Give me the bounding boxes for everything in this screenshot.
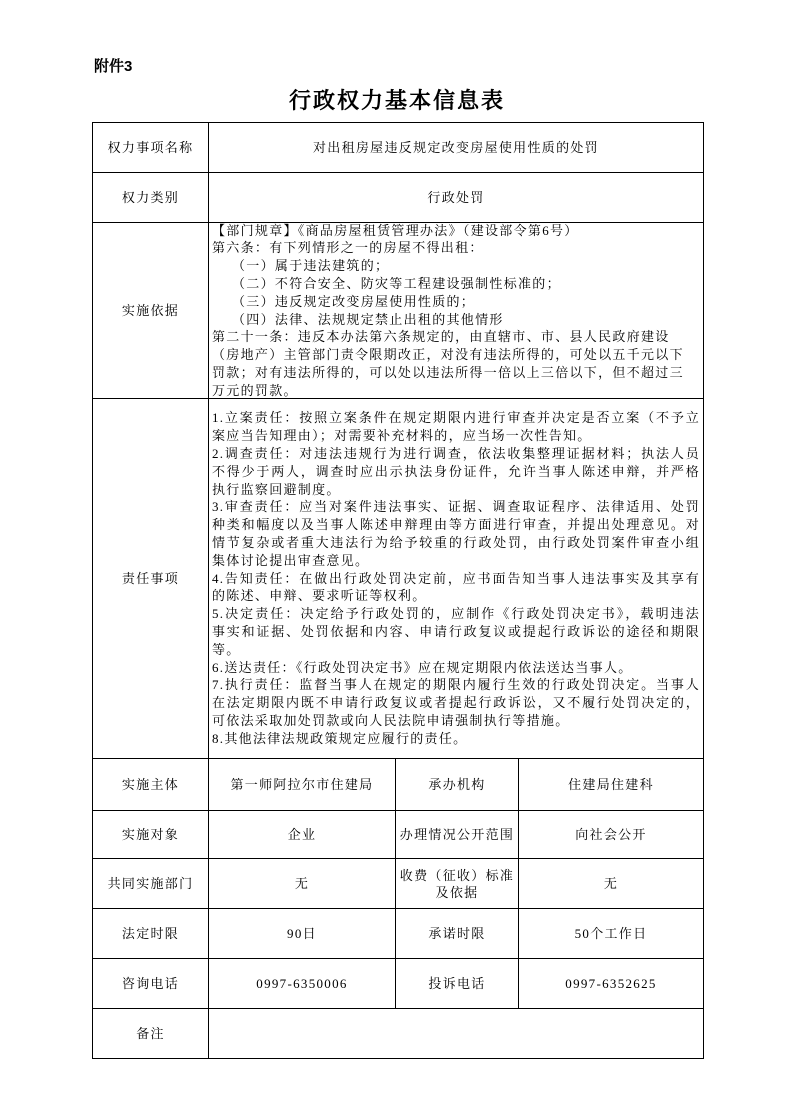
legal-time-limit-label: 法定时限 xyxy=(93,909,209,959)
text-line: 等。 xyxy=(212,641,241,657)
joint-departments-value: 无 xyxy=(209,859,396,909)
article-21-line: 第二十一条：违反本办法第六条规定的，由直辖市、市、县人民政府建设 xyxy=(212,329,670,345)
responsibilities-content xyxy=(209,399,704,759)
legal-time-limit-value: 90日 xyxy=(209,909,396,959)
responsibilities-label: 责任事项 xyxy=(93,399,209,759)
text-line: 执行监察回避制度。 xyxy=(212,481,341,497)
text-line: 2.调查责任：对违法违规行为进行调查，依法收集整理证据材料；执法人员 xyxy=(212,446,700,462)
target-label: 实施对象 xyxy=(93,811,209,859)
handling-org-label: 承办机构 xyxy=(396,759,519,811)
responsibility-paragraph xyxy=(212,730,700,748)
promised-time-limit-value: 50个工作日 xyxy=(519,909,704,959)
article-6-item: （二）不符合安全、防灾等工程建设强制性标准的； xyxy=(232,275,561,291)
joint-departments-label: 共同实施部门 xyxy=(93,859,209,909)
article-21-line: （房地产）主管部门责令限期改正，对没有违法所得的，可处以五千元以下 xyxy=(212,347,684,363)
responsibility-paragraph xyxy=(212,676,700,729)
text-line: 8.其他法律法规政策规定应履行的责任。 xyxy=(212,730,468,746)
responsibility-paragraph xyxy=(212,659,700,677)
text-line: 集体讨论提出审查意见。 xyxy=(212,552,370,568)
text-line: 的陈述、申辩、要求听证等权利。 xyxy=(212,588,427,604)
category-value: 行政处罚 xyxy=(209,173,704,223)
fee-basis-label: 收费（征收）标准及依据 xyxy=(396,859,519,909)
page-title: 行政权力基本信息表 xyxy=(288,88,505,113)
remarks-value xyxy=(209,1009,704,1059)
text-line: 事实和证据、处罚依据和内容、申请行政复议或提起行政诉讼的途径和期限 xyxy=(212,623,700,639)
promised-time-limit-label: 承诺时限 xyxy=(396,909,519,959)
disclosure-scope-value: 向社会公开 xyxy=(519,811,704,859)
article-6-item: （一）属于违法建筑的； xyxy=(232,258,390,274)
responsibility-paragraph xyxy=(212,605,700,658)
responsibility-paragraph xyxy=(212,570,700,606)
text-line: 情节复杂或者重大违法行为给予较重的行政处罚，由行政处罚案件审查小组 xyxy=(212,535,700,550)
remarks-label: 备注 xyxy=(93,1009,209,1059)
responsibility-paragraph xyxy=(212,498,700,569)
text-line: 1.立案责任：按照立案条件在规定期限内进行审查并决定是否立案（不予立 xyxy=(212,410,700,426)
text-line: 5.决定责任：决定给予行政处罚的，应制作《行政处罚决定书》，载明违法 xyxy=(212,606,700,622)
responsibility-paragraph xyxy=(212,409,700,445)
basis-text xyxy=(212,223,700,399)
info-table xyxy=(92,122,704,1059)
inquiry-phone-label: 咨询电话 xyxy=(93,959,209,1009)
text-line: 3.审查责任：应当对案件违法事实、证据、调查取证程序、法律适用、处罚 xyxy=(212,499,700,515)
article-21-line: 罚款；对有违法所得的，可以处以违法所得一倍以上三倍以下，但不超过三 xyxy=(212,364,684,380)
basis-content xyxy=(209,223,704,399)
responsibilities-text xyxy=(212,409,700,747)
text-line: 不得少于两人，调查时应出示执法身份证件，允许当事人陈述申辩，并严格 xyxy=(212,463,700,479)
disclosure-scope-label: 办理情况公开范围 xyxy=(396,811,519,859)
text-line: 在法定期限内既不申请行政复议或者提起行政诉讼，又不履行处罚决定的， xyxy=(212,695,700,711)
target-value: 企业 xyxy=(209,811,396,859)
article-21-line: 万元的罚款。 xyxy=(212,382,298,398)
text-line: 种类和幅度以及当事人陈述申辩理由等方面进行审查，并提出处理意见。对 xyxy=(212,517,700,533)
article-6-item: （四）法律、法规规定禁止出租的其他情形 xyxy=(232,311,504,327)
complaint-phone-value: 0997-6352625 xyxy=(519,959,704,1009)
item-name-value: 对出租房屋违反规定改变房屋使用性质的处罚 xyxy=(209,123,704,173)
text-line: 6.送达责任：《行政处罚决定书》应在规定期限内依法送达当事人。 xyxy=(212,659,633,675)
subject-value: 第一师阿拉尔市住建局 xyxy=(209,759,396,811)
attachment-label: 附件3 xyxy=(94,58,133,75)
inquiry-phone-value: 0997-6350006 xyxy=(209,959,396,1009)
text-line: 可依法采取加处罚款或向人民法院申请强制执行等措施。 xyxy=(212,712,570,728)
item-name-label: 权力事项名称 xyxy=(93,123,209,173)
text-line: 案应当告知理由）；对需要补充材料的，应当场一次性告知。 xyxy=(212,428,592,444)
basis-label: 实施依据 xyxy=(93,223,209,399)
article-6-item: （三）违反规定改变房屋使用性质的； xyxy=(232,293,476,309)
fee-basis-value: 无 xyxy=(519,859,704,909)
text-line: 4.告知责任：在做出行政处罚决定前，应书面告知当事人违法事实及其享有 xyxy=(212,570,700,586)
responsibility-paragraph xyxy=(212,445,700,498)
handling-org-value: 住建局住建科 xyxy=(519,759,704,811)
text-line: 7.执行责任：监督当事人在规定的期限内履行生效的行政处罚决定。当事人 xyxy=(212,677,700,693)
complaint-phone-label: 投诉电话 xyxy=(396,959,519,1009)
subject-label: 实施主体 xyxy=(93,759,209,811)
article-6-title: 第六条：有下列情形之一的房屋不得出租： xyxy=(212,240,484,256)
category-label: 权力类别 xyxy=(93,173,209,223)
basis-source: 【部门规章】《商品房屋租赁管理办法》（建设部令第6号） xyxy=(212,223,579,238)
